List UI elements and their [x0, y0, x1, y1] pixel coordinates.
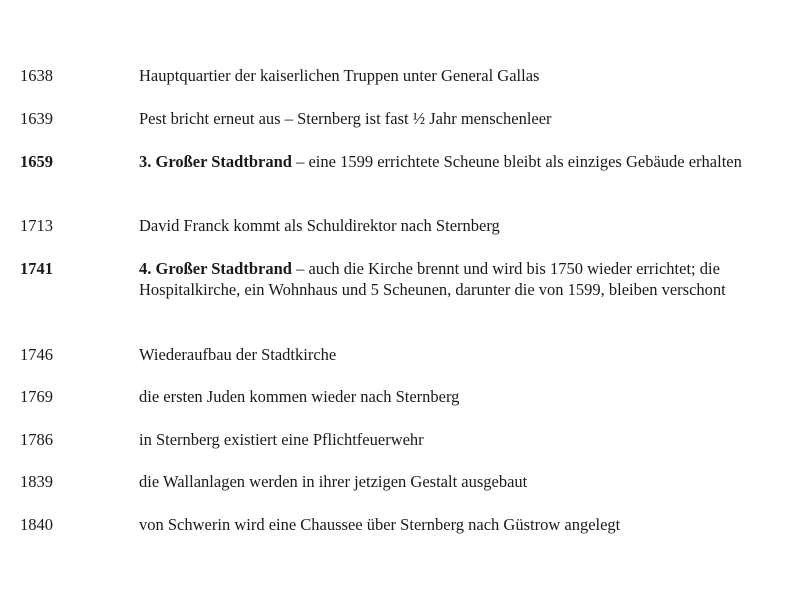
entry-year: 1769 — [20, 387, 53, 406]
entry-year: 1839 — [20, 472, 53, 491]
entry-year: 1786 — [20, 430, 53, 449]
entry-description — [139, 514, 779, 535]
entry-title: 3. Großer Stadtbrand — [139, 152, 292, 171]
entry-text: – auch die Kirche brennt und wird bis 1750 wieder errichtet; die Hospitalkirche, ein Wohnhaus und 5 Scheunen, darunter die von 1599, bleiben verschont — [139, 259, 726, 299]
entry-description — [139, 215, 779, 236]
entry-text: David Franck kommt als Schuldirektor nach Sternberg — [139, 216, 500, 235]
entry-text: in Sternberg existiert eine Pflichtfeuerwehr — [139, 430, 424, 449]
entry-description — [139, 344, 779, 365]
entry-description — [139, 386, 779, 407]
entry-description — [139, 151, 779, 172]
entry-text: Hauptquartier der kaiserlichen Truppen unter General Gallas — [139, 66, 540, 85]
entry-description — [139, 65, 779, 86]
entry-description — [139, 429, 779, 450]
entry-text: Pest bricht erneut aus – Sternberg ist fast ½ Jahr menschenleer — [139, 109, 552, 128]
entry-text: – eine 1599 errichtete Scheune bleibt als einziges Gebäude erhalten — [291, 152, 742, 171]
entry-year: 1741 — [20, 259, 53, 278]
entry-year: 1659 — [20, 152, 53, 171]
entry-text: von Schwerin wird eine Chaussee über Sternberg nach Güstrow angelegt — [139, 515, 621, 534]
entry-year: 1713 — [20, 216, 53, 235]
entry-description — [139, 471, 779, 492]
entry-text: die ersten Juden kommen wieder nach Sternberg — [139, 387, 460, 406]
entry-year: 1746 — [20, 345, 53, 364]
entry-year: 1639 — [20, 109, 53, 128]
entry-description — [139, 108, 779, 129]
entry-title: 4. Großer Stadtbrand — [139, 259, 292, 278]
entry-year: 1638 — [20, 66, 53, 85]
entry-description — [139, 258, 779, 300]
entry-text: Wiederaufbau der Stadtkirche — [139, 345, 337, 364]
entry-text: die Wallanlagen werden in ihrer jetzigen Gestalt ausgebaut — [139, 472, 528, 491]
entry-year: 1840 — [20, 515, 53, 534]
